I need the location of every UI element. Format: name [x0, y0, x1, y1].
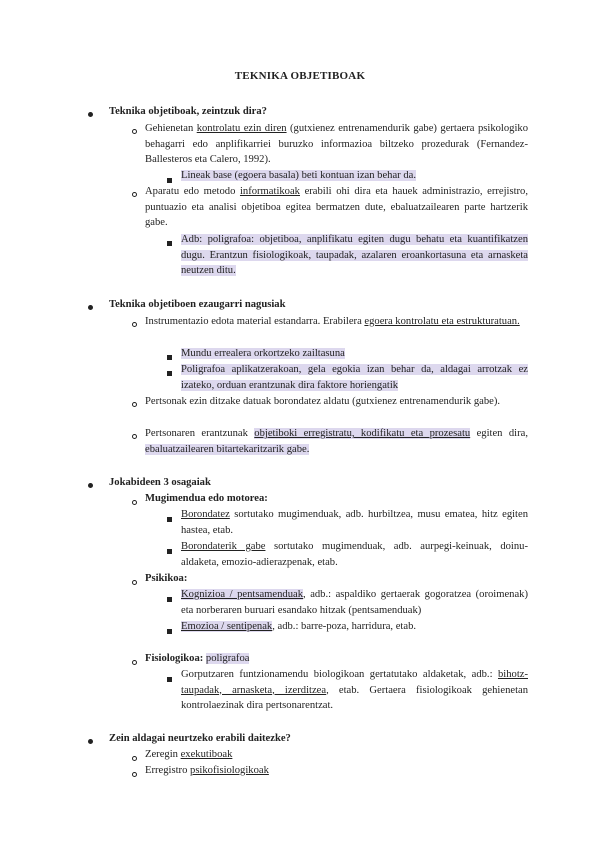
list-item: [181, 346, 529, 362]
text-run: Instrumentazio edota material estandarra. Erabilera: [145, 316, 365, 327]
text-run: Gehienetan: [145, 123, 197, 134]
text-run: , etab. Gertaera fisiologikoak gehienetan kontrolaezinak dira pertsonarentzat.: [181, 684, 529, 711]
underlined-text: psikofisiologikoak: [190, 765, 269, 776]
underlined-highlighted-text: objetiboki erregistratu, kodifikatu eta prozesatu: [254, 428, 471, 439]
bullet-circle: [132, 580, 137, 585]
highlighted-text: Mundu errealera orkortzeko zailtasuna: [181, 348, 345, 359]
subsection-heading: Mugimendua edo motorea:: [145, 493, 268, 504]
list-item: [181, 619, 528, 635]
bullet-disc: [88, 739, 93, 744]
highlighted-text: Lineak base (egoera basala) beti kontuan izan behar da.: [181, 170, 417, 181]
underlined-highlighted-text: Emozioa / sentipenak: [181, 621, 273, 632]
text-run: sortutako mugimenduak, adb. hurbiltzea, musu ematea, hitz egiten hastea, etab.: [181, 509, 528, 536]
bullet-square: [167, 517, 172, 522]
list-item: [145, 747, 528, 763]
underlined-text: exekutiboak: [180, 749, 233, 760]
text-run: egiten dira,: [470, 428, 528, 439]
text-run: , adb.: aspaldiko gertaerak gogoratzea (oroimenak) eta norberaren buruari esandako hitzak (pentsamenduak): [181, 589, 528, 616]
underlined-text: informatikoak: [239, 186, 300, 197]
text-run: sortutako mugimenduak, adb. aurpegi-keinuak, doinu-aldaketa, emozio-adierazpenak, etab.: [181, 541, 528, 568]
paragraph: [145, 121, 528, 168]
bullet-square: [167, 597, 172, 602]
bullet-square: [167, 549, 172, 554]
list-item: [181, 507, 528, 538]
bullet-circle: [132, 756, 137, 761]
section-heading: Jokabideen 3 osagaiak: [109, 477, 211, 488]
list-item: [181, 539, 528, 570]
underlined-text: Borondatez: [181, 509, 230, 520]
text-run: (gutxienez entrenamendurik gabe) gertaera psikologiko behagarri edo anplifikarriei buruzko informazioa biltzeko prozedurak (Fernandez-Ballesteros eta Calero, 1992).: [145, 123, 528, 165]
underlined-text: bihotz-taupadak, arnasketa, izerditzea: [181, 669, 528, 696]
paragraph: [145, 184, 528, 231]
bullet-square: [167, 241, 172, 246]
section-heading: Zein aldagai neurtzeko erabili daitezke?: [109, 733, 291, 744]
paragraph: [145, 426, 528, 457]
underlined-highlighted-text: Kognizioa / pentsamenduak: [181, 589, 304, 600]
bullet-circle: [132, 322, 137, 327]
subsection-heading: [145, 651, 528, 667]
text-run: Zeregin: [145, 749, 181, 760]
text-run: Erregistro: [145, 765, 191, 776]
text-run: Pertsonaren erantzunak: [145, 428, 255, 439]
highlighted-text: ebaluatzailearen bitartekaritzarik gabe.: [145, 443, 310, 455]
bullet-disc: [88, 112, 93, 117]
list-item: [181, 168, 529, 184]
bullet-disc: [88, 483, 93, 488]
paragraph: [145, 314, 528, 330]
bullet-circle: [132, 129, 137, 134]
list-item: [181, 362, 528, 393]
section-heading: Teknika objetiboen ezaugarri nagusiak: [109, 299, 286, 310]
text-run: Aparatu edo metodo: [145, 186, 240, 197]
bullet-circle: [132, 772, 137, 777]
text-run: Gorputzaren funtzionamendu biologikoan gertatutako aldaketak, adb.:: [181, 669, 498, 680]
underlined-text: kontrolatu ezin diren: [196, 123, 287, 134]
bullet-circle: [132, 500, 137, 505]
bullet-square: [167, 629, 172, 634]
document-title: TEKNIKA OBJETIBOAK: [234, 70, 366, 82]
underlined-text: Borondaterik gabe: [181, 541, 266, 552]
heading-text: Fisiologikoa:: [145, 653, 206, 664]
paragraph: Pertsonak ezin ditzake datuak borondatez aldatu (gutxienez entrenamendurik gabe).: [145, 396, 501, 407]
list-item: [181, 667, 528, 714]
list-item: [145, 763, 528, 779]
list-item: [181, 232, 528, 279]
highlighted-text: Adb: poligrafoa: objetiboa, anplifikatu egiten dugu behatu eta kuantifikatzen dugu. Erantzun fisiologikoak, taupadak, azalaren eroankortasuna eta arnasketa neutzen ditu.: [181, 234, 528, 276]
highlighted-text: Poligrafoa aplikatzerakoan, gela egokia izan behar da, aldagai arrotzak ez izateko, orduan erantzunak dira faktore horiengatik: [181, 364, 528, 391]
highlighted-text: poligrafoa: [205, 653, 250, 664]
text-run: erabili ohi dira eta hauek administrazio, errejistro, puntuazio eta analisi objetiboa egitea bermatzen dute, ebaluatzailearen parte hartzerik gabe.: [145, 186, 528, 228]
bullet-circle: [132, 192, 137, 197]
bullet-square: [167, 355, 172, 360]
bullet-circle: [132, 660, 137, 665]
section-heading: Teknika objetiboak, zeintzuk dira?: [109, 106, 267, 117]
underlined-text: egoera kontrolatu eta estrukturatuan.: [364, 316, 520, 327]
bullet-square: [167, 178, 172, 183]
bullet-circle: [132, 434, 137, 439]
subsection-heading: Psikikoa:: [145, 573, 188, 584]
bullet-circle: [132, 402, 137, 407]
bullet-square: [167, 371, 172, 376]
bullet-square: [167, 677, 172, 682]
bullet-disc: [88, 305, 93, 310]
text-run: , adb.: barre-poza, harridura, etab.: [272, 621, 417, 632]
list-item: [181, 587, 528, 618]
